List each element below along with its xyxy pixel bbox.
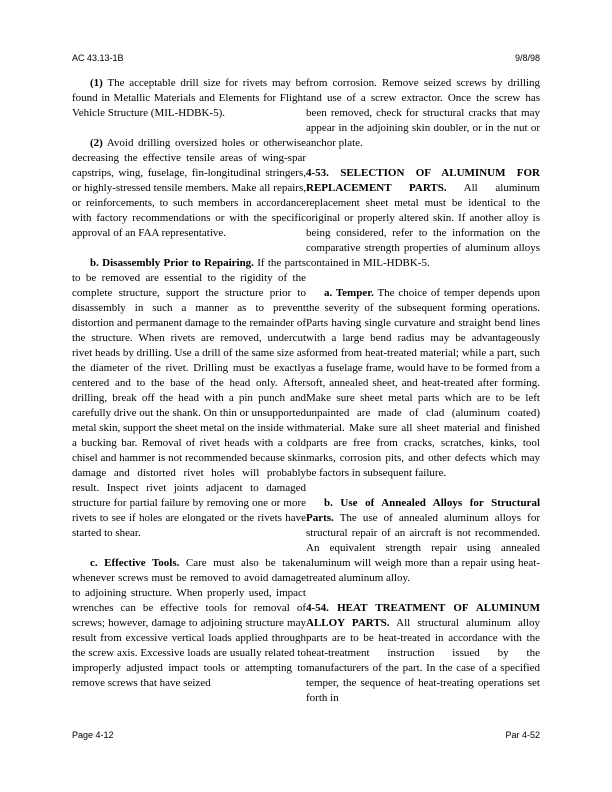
- paragraph-continued: [306, 76, 540, 151]
- right-column: [306, 76, 540, 721]
- paragraph-reference: Par 4-52: [505, 730, 540, 740]
- document-id: AC 43.13-1B: [72, 53, 124, 63]
- paragraph-heading: c. Effective Tools.: [90, 557, 180, 569]
- section-4-54: [306, 601, 540, 706]
- section-heading: 4-53. SELECTION OF ALUMINUM FOR REPLACEMENT PARTS.: [306, 167, 540, 194]
- paragraph-2-oversized-holes: [72, 136, 306, 241]
- paragraph-text: Care must also be taken whenever screws must be removed to avoid damage to adjoining structure. When properly used, impact wrenches can be effective tools for removal of screws; however, damage to adjoining structure may result from excessive vertical loads applied through the screw axis. Excessive loads are usually related to improperly adjusted impact tools or attempting to remove screws that have seized: [72, 557, 306, 689]
- paragraph-text: If the parts to be removed are essential to the rigidity of the complete structure, support the structure prior to disassembly in such a manner as to prevent distortion and permanent damage to the remainder of the structure. When rivets are removed, undercut rivet heads by drilling. Use a drill of the same size as the diameter of the rivet. Drilling must be exactly centered and to the base of the head only. After drilling, break off the head with a pin punch and carefully drive out the shank. On thin or unsupported metal skin, support the sheet metal on the inside with a bucking bar. Removal of rivet heads with a cold chisel and hammer is not recommended because skin damage and distorted rivet holes will probably result. Inspect rivet joints adjacent to damaged structure for partial failure by removing one or more rivets to see if holes are elongated or the rivets have started to shear.: [72, 257, 307, 539]
- paragraph-temper: [306, 286, 540, 481]
- paragraph-1-drill-size: [72, 76, 306, 121]
- paragraph-heading: a. Temper.: [324, 287, 374, 299]
- paragraph-text: The use of annealed aluminum alloys for structural repair of an aircraft is not recommended. An equivalent strength repair using annealed aluminum will weigh more than a repair using heat-treated aluminum alloy.: [306, 512, 540, 584]
- paragraph-lead: (2): [90, 137, 103, 149]
- paragraph-text: All structural aluminum alloy parts are to be heat-treated in accordance with the heat-treatment instruction issued by the manufacturers of the part. In the case of a specified temper, the sequence of heat-treating operations set forth in: [306, 617, 541, 704]
- paragraph-text: from corrosion. Remove seized screws by drilling and use of a screw extractor. Once the screw has been removed, check for structural cracks that may appear in the adjoining skin doubler, or in the nut or anchor plate.: [306, 77, 540, 149]
- paragraph-lead: (1): [90, 77, 103, 89]
- paragraph-text: All aluminum replacement sheet metal must be identical to the original or properly altered skin. If another alloy is being considered, refer to the information on the comparative strength properties of aluminum alloys contained in MIL-HDBK-5.: [306, 182, 540, 269]
- paragraph-heading: b. Disassembly Prior to Repairing.: [90, 257, 254, 269]
- paragraph-text: The acceptable drill size for rivets may be found in Metallic Materials and Elements for Flight Vehicle Structure (MIL-HDBK-5).: [72, 77, 306, 119]
- section-heading: 4-54. HEAT TREATMENT OF ALUMINUM ALLOY PARTS.: [306, 602, 540, 629]
- document-date: 9/8/98: [514, 53, 540, 63]
- page-number: Page 4-12: [72, 730, 114, 740]
- section-4-53: [306, 166, 540, 271]
- paragraph-text: Avoid drilling oversized holes or otherwise decreasing the effective tensile areas of wing-spar capstrips, wing, fuselage, fin-longitudinal stringers, or highly-stressed tensile members. Make all repairs, or reinforcements, to such members in accordance with factory recommendations or with the specific approval of an FAA representative.: [72, 137, 306, 239]
- paragraph-text: The choice of temper depends upon the severity of the subsequent forming operations. Parts having single curvature and straight bend lines with a large bend radius may be advantageously formed from heat-treated material; while a part, such as a fuselage frame, would have to be formed from a soft, annealed sheet, and heat-treated after forming. Make sure sheet metal parts which are to be left unpainted are made of clad (aluminum coated) material. Make sure all sheet material and finished parts are free from cracks, scratches, kinks, tool marks, corrosion pits, and other defects which may be factors in subsequent failure.: [306, 287, 541, 479]
- paragraph-heading: b. Use of Annealed Alloys for Structural Parts.: [306, 497, 540, 524]
- paragraph-annealed-alloys: [306, 496, 540, 586]
- left-column: [72, 76, 306, 706]
- paragraph-effective-tools: [72, 556, 306, 691]
- paragraph-disassembly: [72, 256, 306, 541]
